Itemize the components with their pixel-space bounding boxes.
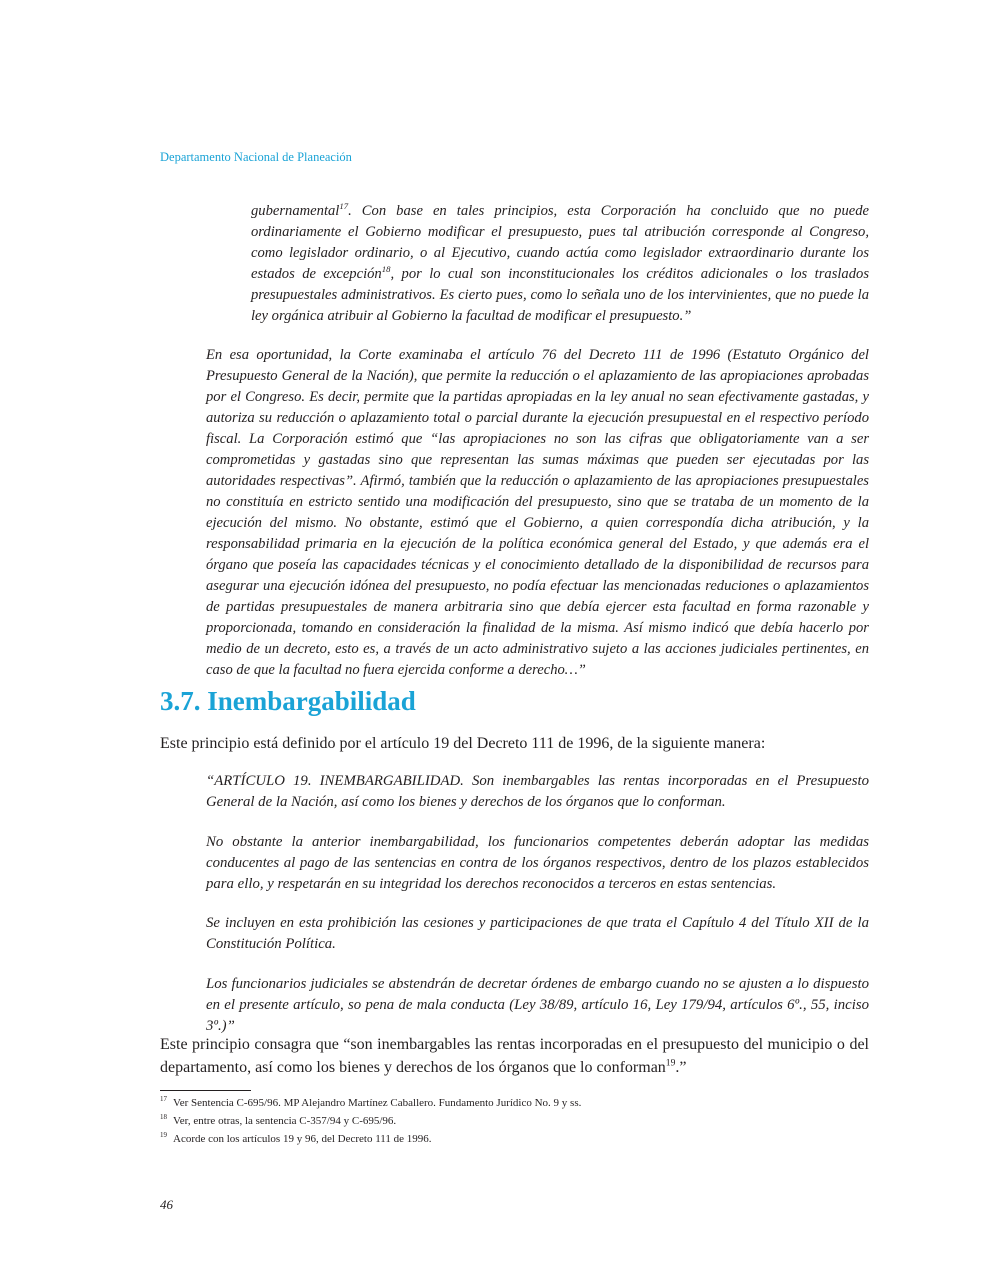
footnote-ref-19[interactable]: 19 xyxy=(665,1057,676,1069)
footnote-number: 19 xyxy=(160,1131,167,1140)
footnote-text: Ver, entre otras, la sentencia C-357/94 y C-695/96. xyxy=(173,1115,397,1127)
footnote-ref-17[interactable]: 17 xyxy=(339,201,349,212)
article-quote-paragraph: Se incluyen en esta prohibición las cesiones y participaciones de que trata el Capítulo 4 del Título XII de la Constitución Política. xyxy=(206,915,869,952)
quote-text-part2: . Con base en tales principios, esta Corporación ha concluido que no puede ordinariamente el Gobierno modificar el presupuesto, pues tal atribución corresponde al Congreso, como legislador ordinario, o al Ejecutivo, cuando actúa como legislador extraordinario durante los estados de excepción xyxy=(251,203,869,282)
closing-end: .” xyxy=(675,1059,687,1076)
closing-text: Este principio consagra que “son inembargables las rentas incorporadas en el presupuesto del municipio o del departamento, así como los bienes y derechos de los órganos que lo conforman xyxy=(160,1036,869,1076)
footnotes xyxy=(160,1094,869,1148)
block-quote-commentary: En esa oportunidad, la Corte examinaba el artículo 76 del Decreto 111 de 1996 (Estatuto Orgánico del Presupuesto General de la Nación), que permite la reducción o el aplazamiento de las apropiaciones aprobadas por el Congreso. Es decir, permite que la partidas apropiadas en la ley anual no sean efectivamente gastadas, y autoriza su reducción o aplazamiento total o parcial durante la ejecución presupuestal en el respectivo período fiscal. La Corporación estimó que “las apropiaciones no son las cifras que obligatoriamente van a ser comprometidas y gastadas sino que representan las sumas máximas que pueden ser ejecutadas por las autoridades respectivas”. Afirmó, también que la reducción o aplazamiento de las apropiaciones presupuestales no constituía en estricto sentido una modificación del presupuesto, sino que se trataba de un momento de la ejecución del mismo. No obstante, estimó que el Gobierno, a quien correspondía dicha atribución, y la responsabilidad primaria en la ejecución de la política económica general del Estado, y que además era el órgano que poseía las capacidades técnicas y el conocimiento detallado de la disponibilidad de recursos para asegurar una ejecución idónea del presupuesto, no podía efectuar las mencionadas reduciones o aplazamientos de partidas presupuestales de manera arbitraria sino que debía ejercer esta facultad en forma razonable y proporcionada, tomando en consideración la finalidad de la misma. Así mismo indicó que debía hacerlo por medio de un decreto, esto es, a través de un acto administrativo sujeto a las acciones judiciales pertinentes, en caso de que la facultad no fuera ejercida conforme a derecho…” xyxy=(206,347,869,678)
section-intro-paragraph: Este principio está definido por el artículo 19 del Decreto 111 de 1996, de la siguiente manera: xyxy=(160,735,766,752)
section-heading: 3.7. Inembargabilidad xyxy=(160,686,416,716)
closing-paragraph xyxy=(160,1033,869,1079)
article-quote-paragraph: Los funcionarios judiciales se abstendrán de decretar órdenes de embargo cuando no se ajusten a lo dispuesto en el presente artículo, so pena de mala conducta (Ley 38/89, artículo 16, Ley 179/94, artículos 6º., 55, inciso 3º.)” xyxy=(206,976,869,1034)
footnote-ref-18[interactable]: 18 xyxy=(381,264,391,275)
running-header: Departamento Nacional de Planeación xyxy=(160,150,352,164)
footnote-item xyxy=(160,1094,869,1112)
article-quote-paragraph: “ARTÍCULO 19. INEMBARGABILIDAD. Son inembargables las rentas incorporadas en el Presupuesto General de la Nación, así como los bienes y derechos de los órganos que lo conforman. xyxy=(206,773,869,810)
footnote-number: 17 xyxy=(160,1095,167,1104)
footnote-text: Ver Sentencia C-695/96. MP Alejandro Martínez Caballero. Fundamento Jurídico No. 9 y ss. xyxy=(173,1097,582,1109)
footnote-text: Acorde con los artículos 19 y 96, del Decreto 111 de 1996. xyxy=(173,1133,432,1145)
footnote-item xyxy=(160,1130,869,1148)
footnote-item xyxy=(160,1112,869,1130)
quote-text-part1: gubernamental xyxy=(251,203,340,219)
footnote-divider xyxy=(160,1090,251,1091)
block-quote-continued xyxy=(251,201,869,327)
page-number: 46 xyxy=(160,1197,173,1212)
article-quote-paragraph: No obstante la anterior inembargabilidad, los funcionarios competentes deberán adoptar las medidas conducentes al pago de las sentencias en contra de los órganos respectivos, dentro de los plazos establecidos para ello, y respetarán en su integridad los derechos reconocidos a terceros en estas sentencias. xyxy=(206,834,869,892)
footnote-number: 18 xyxy=(160,1113,167,1122)
quote-text-part3: , por lo cual son inconstitucionales los créditos adicionales o los traslados presupuestales administrativos. Es cierto pues, como lo señala uno de los intervinientes, que no puede la ley orgánica atribuir al Gobierno la facultad de modificar el presupuesto.” xyxy=(251,266,869,324)
